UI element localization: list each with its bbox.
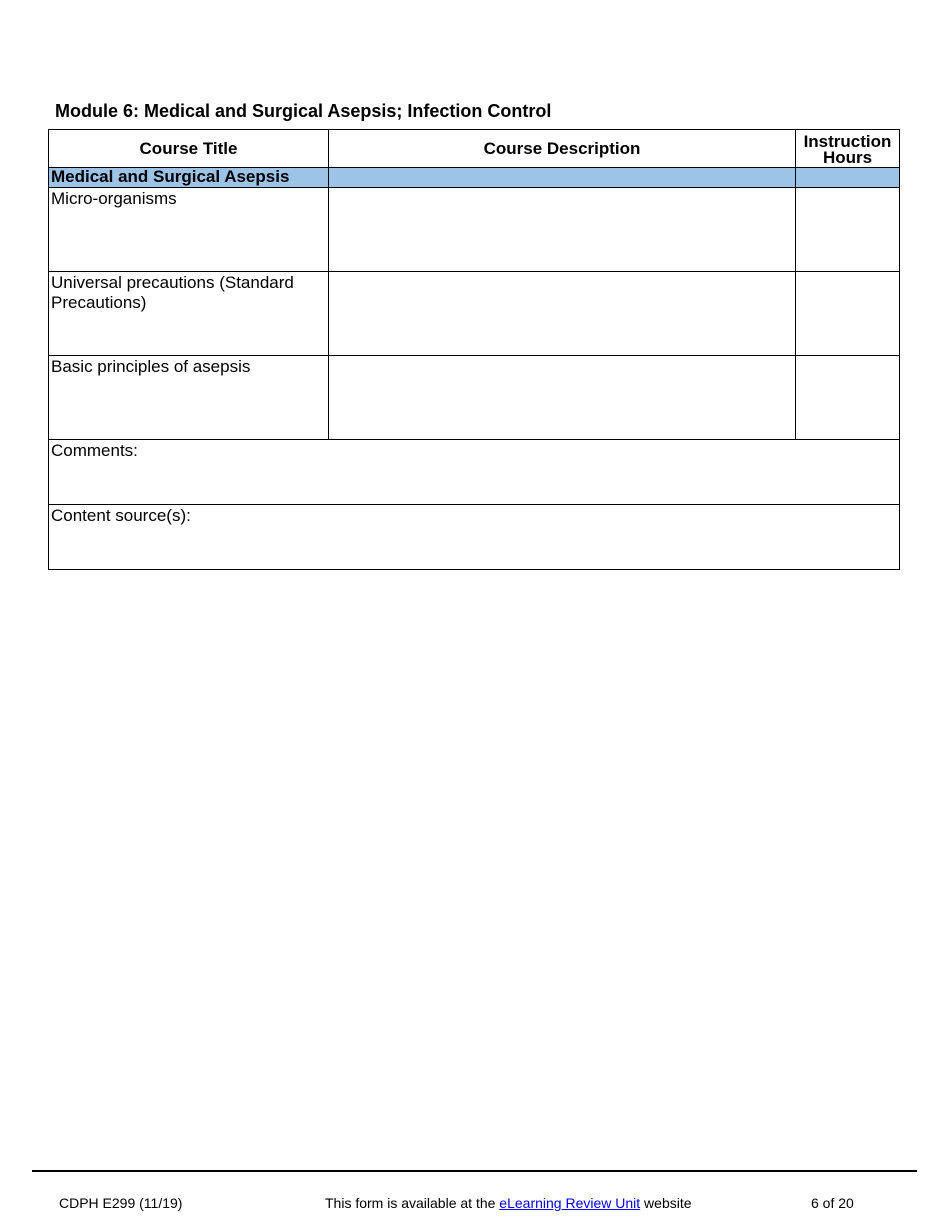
row-instruction-hours[interactable] [796, 356, 900, 440]
comments-field[interactable]: Comments: [49, 440, 900, 505]
row-instruction-hours[interactable] [796, 272, 900, 356]
row-course-description[interactable] [329, 356, 796, 440]
header-course-title: Course Title [49, 130, 329, 168]
content-sources-row [49, 505, 900, 570]
comments-row [49, 440, 900, 505]
section-description-cell [329, 168, 796, 188]
section-hours-cell [796, 168, 900, 188]
footer-page-number: 6 of 20 [811, 1195, 854, 1211]
section-heading: Medical and Surgical Asepsis [49, 168, 329, 188]
table-row [49, 188, 900, 272]
header-instruction-hours-line1: Instruction [803, 131, 892, 151]
footer-form-id: CDPH E299 (11/19) [59, 1195, 183, 1211]
footer-availability-prefix: This form is available at the [325, 1195, 500, 1211]
row-instruction-hours[interactable] [796, 188, 900, 272]
row-course-description[interactable] [329, 188, 796, 272]
header-instruction-hours [796, 130, 900, 168]
footer-availability [325, 1194, 692, 1212]
section-row [49, 168, 900, 188]
footer-availability-suffix: website [640, 1195, 692, 1211]
content-sources-field[interactable]: Content source(s): [49, 505, 900, 570]
table-row [49, 356, 900, 440]
row-course-title[interactable]: Micro-organisms [49, 188, 329, 272]
footer-divider [32, 1170, 917, 1172]
row-course-description[interactable] [329, 272, 796, 356]
header-instruction-hours-line2: Hours [822, 147, 873, 167]
row-course-title[interactable]: Basic principles of asepsis [49, 356, 329, 440]
elearning-review-unit-link[interactable]: eLearning Review Unit [499, 1195, 641, 1211]
course-table [48, 129, 900, 570]
table-row [49, 272, 900, 356]
row-course-title[interactable]: Universal precautions (Standard Precautions) [49, 272, 329, 356]
module-title: Module 6: Medical and Surgical Asepsis; Infection Control [55, 101, 552, 121]
table-header-row [49, 130, 900, 168]
header-course-description: Course Description [329, 130, 796, 168]
